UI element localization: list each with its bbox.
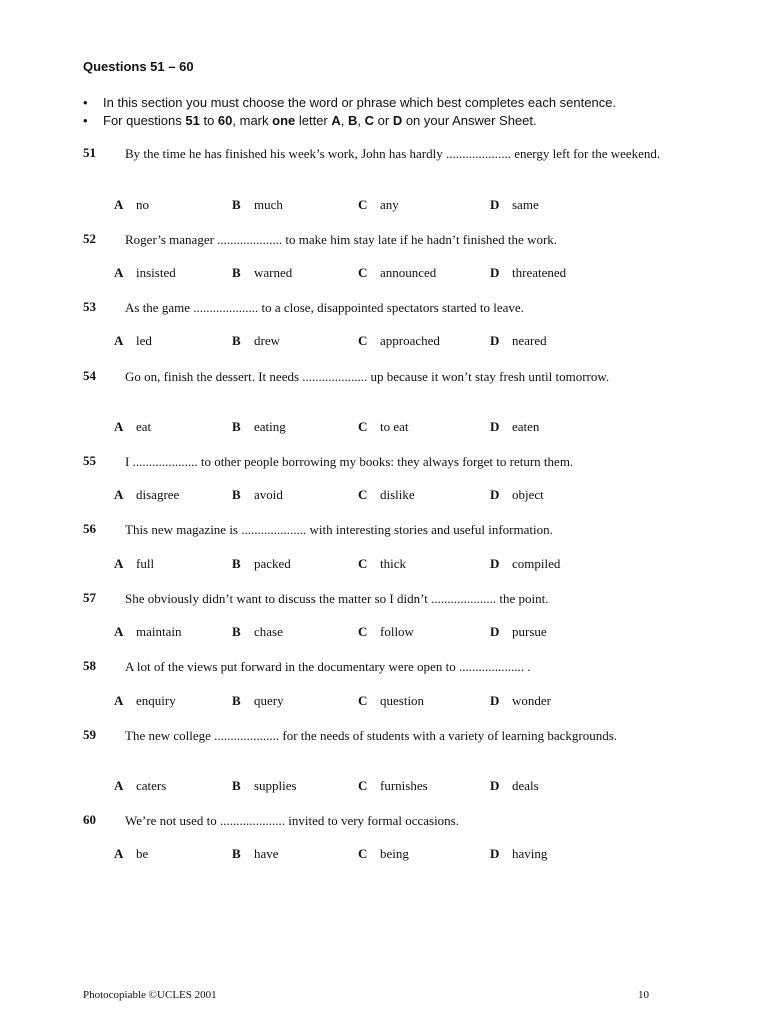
option-letter: B: [232, 693, 241, 708]
option-text: full: [136, 556, 155, 571]
option-b[interactable]: [232, 624, 283, 640]
option-letter: C: [358, 419, 368, 434]
question-number: 54: [83, 368, 96, 383]
option-letter: B: [232, 333, 241, 348]
option-b[interactable]: [232, 693, 284, 709]
option-letter: C: [358, 693, 368, 708]
option-a[interactable]: [114, 693, 176, 709]
footer-copyright: Photocopiable ©UCLES 2001: [83, 989, 217, 1001]
option-text: being: [380, 846, 409, 861]
option-a[interactable]: [114, 846, 148, 862]
section-heading: Questions 51 – 60: [83, 59, 194, 74]
question-number: 51: [83, 145, 96, 160]
question-stem: This new magazine is .................... with interesting stories and useful information.: [125, 522, 553, 537]
option-letter: D: [490, 419, 500, 434]
option-letter: D: [490, 556, 500, 571]
instr-bold: 60: [217, 113, 233, 128]
option-text: caters: [136, 778, 167, 793]
option-letter: D: [490, 778, 500, 793]
option-text: threatened: [512, 265, 567, 280]
option-letter: D: [490, 265, 500, 280]
question-number: 59: [83, 727, 96, 742]
option-c[interactable]: [358, 693, 424, 709]
option-letter: C: [358, 333, 368, 348]
option-b[interactable]: [232, 846, 279, 862]
instr-text: letter: [295, 113, 332, 128]
option-text: maintain: [136, 624, 182, 639]
option-letter: B: [232, 778, 241, 793]
option-c[interactable]: [358, 333, 440, 349]
option-text: any: [380, 197, 399, 212]
option-letter: B: [232, 624, 241, 639]
option-text: same: [512, 197, 539, 212]
instruction-text-2: [103, 112, 537, 130]
question-number: 58: [83, 658, 96, 673]
instr-text: For questions: [103, 113, 186, 128]
question-number: 60: [83, 812, 96, 827]
instr-text: on your Answer Sheet.: [402, 113, 537, 128]
option-text: having: [512, 846, 548, 861]
question-stem: Roger’s manager .................... to make him stay late if he hadn’t finished the work.: [125, 232, 558, 247]
question-stem: As the game .................... to a close, disappointed spectators started to leave.: [125, 300, 524, 315]
option-c[interactable]: [358, 419, 409, 435]
option-a[interactable]: [114, 265, 176, 281]
option-text: furnishes: [380, 778, 428, 793]
option-letter: A: [114, 778, 124, 793]
option-text: announced: [380, 265, 437, 280]
option-b[interactable]: [232, 419, 286, 435]
option-c[interactable]: [358, 556, 406, 572]
option-d[interactable]: [490, 778, 539, 794]
instruction-line-2: [83, 112, 703, 130]
option-a[interactable]: [114, 556, 154, 572]
option-text: warned: [254, 265, 293, 280]
option-c[interactable]: [358, 624, 414, 640]
option-text: avoid: [254, 487, 283, 502]
option-letter: A: [114, 265, 124, 280]
option-text: no: [136, 197, 149, 212]
question-stem: A lot of the views put forward in the documentary were open to .................... .: [125, 659, 531, 674]
option-d[interactable]: [490, 624, 547, 640]
option-d[interactable]: [490, 265, 566, 281]
option-d[interactable]: [490, 197, 539, 213]
option-text: disagree: [136, 487, 180, 502]
option-b[interactable]: [232, 197, 283, 213]
option-letter: A: [114, 419, 124, 434]
option-letter: D: [490, 487, 500, 502]
option-b[interactable]: [232, 265, 292, 281]
option-a[interactable]: [114, 419, 151, 435]
bullet-icon: •: [83, 113, 88, 128]
question-stem: She obviously didn’t want to discuss the matter so I didn’t .................... the point.: [125, 591, 549, 606]
option-letter: A: [114, 333, 124, 348]
option-letter: D: [490, 333, 500, 348]
option-d[interactable]: [490, 419, 539, 435]
option-d[interactable]: [490, 487, 544, 503]
option-letter: B: [232, 265, 241, 280]
instr-bold: 51: [185, 113, 200, 128]
option-text: compiled: [512, 556, 561, 571]
option-letter: A: [114, 846, 124, 861]
question-number: 56: [83, 521, 96, 536]
question-stem: Go on, finish the dessert. It needs .................... up because it won’t stay fresh until tomorrow.: [125, 369, 610, 384]
option-a[interactable]: [114, 333, 152, 349]
option-d[interactable]: [490, 846, 547, 862]
option-text: neared: [512, 333, 547, 348]
question-stem: We’re not used to .................... invited to very formal occasions.: [125, 813, 459, 828]
option-letter: D: [490, 624, 500, 639]
option-letter: C: [358, 197, 368, 212]
option-letter: D: [490, 197, 500, 212]
instructions: [83, 94, 703, 130]
option-d[interactable]: [490, 333, 547, 349]
option-letter: C: [358, 778, 368, 793]
option-letter: D: [490, 846, 500, 861]
question-stem: I .................... to other people borrowing my books: they always forget to return them.: [125, 454, 574, 469]
option-c[interactable]: [358, 197, 399, 213]
instr-bold: D: [392, 113, 403, 128]
option-b[interactable]: [232, 333, 280, 349]
option-letter: C: [358, 624, 368, 639]
instr-text: ,: [340, 113, 348, 128]
instr-text: ,: [357, 113, 365, 128]
question-number: 53: [83, 299, 96, 314]
option-text: dislike: [380, 487, 415, 502]
option-c[interactable]: [358, 265, 436, 281]
instr-bold: A: [331, 113, 341, 128]
option-text: eat: [136, 419, 152, 434]
instr-text: to: [199, 113, 218, 128]
option-c[interactable]: [358, 778, 428, 794]
instruction-text-1: In this section you must choose the word or phrase which best completes each sentence.: [103, 95, 617, 110]
instr-bold: C: [364, 113, 375, 128]
option-letter: B: [232, 487, 241, 502]
option-text: query: [254, 693, 284, 708]
option-letter: A: [114, 693, 124, 708]
option-letter: A: [114, 487, 124, 502]
option-letter: B: [232, 846, 241, 861]
option-b[interactable]: [232, 556, 291, 572]
option-text: have: [254, 846, 279, 861]
bullet-icon: •: [83, 95, 88, 110]
page-number: 10: [638, 989, 649, 1001]
option-text: approached: [380, 333, 440, 348]
option-text: much: [254, 197, 283, 212]
option-letter: B: [232, 556, 241, 571]
option-text: drew: [254, 333, 280, 348]
option-text: eaten: [512, 419, 540, 434]
option-text: insisted: [136, 265, 176, 280]
option-b[interactable]: [232, 778, 297, 794]
option-letter: C: [358, 487, 368, 502]
instr-text: or: [374, 113, 393, 128]
option-a[interactable]: [114, 487, 179, 503]
option-text: to eat: [380, 419, 409, 434]
instr-text: , mark: [232, 113, 273, 128]
question-number: 55: [83, 453, 96, 468]
option-d[interactable]: [490, 693, 551, 709]
option-letter: C: [358, 556, 368, 571]
option-text: enquiry: [136, 693, 176, 708]
option-text: thick: [380, 556, 406, 571]
instr-bold: one: [272, 113, 296, 128]
question-number: 57: [83, 590, 96, 605]
option-text: eating: [254, 419, 286, 434]
instr-bold: B: [348, 113, 358, 128]
option-text: pursue: [512, 624, 547, 639]
option-text: supplies: [254, 778, 297, 793]
option-a[interactable]: [114, 778, 166, 794]
option-text: wonder: [512, 693, 551, 708]
option-letter: A: [114, 197, 124, 212]
option-text: packed: [254, 556, 291, 571]
option-letter: C: [358, 846, 368, 861]
option-a[interactable]: [114, 624, 182, 640]
option-text: question: [380, 693, 425, 708]
option-text: follow: [380, 624, 414, 639]
option-b[interactable]: [232, 487, 283, 503]
question-stem: The new college .................... for the needs of students with a variety of learning backgrounds.: [125, 728, 618, 743]
question-number: 52: [83, 231, 96, 246]
option-a[interactable]: [114, 197, 149, 213]
option-letter: A: [114, 556, 124, 571]
option-c[interactable]: [358, 487, 415, 503]
option-letter: B: [232, 197, 241, 212]
option-letter: B: [232, 419, 241, 434]
question-stem: By the time he has finished his week’s work, John has hardly .................... energy left for the weekend.: [125, 146, 661, 161]
instruction-line-1: [83, 94, 703, 112]
option-text: be: [136, 846, 149, 861]
option-text: chase: [254, 624, 283, 639]
option-text: deals: [512, 778, 539, 793]
option-d[interactable]: [490, 556, 560, 572]
option-text: object: [512, 487, 544, 502]
option-text: led: [136, 333, 152, 348]
option-letter: C: [358, 265, 368, 280]
option-c[interactable]: [358, 846, 409, 862]
option-letter: A: [114, 624, 124, 639]
option-letter: D: [490, 693, 500, 708]
